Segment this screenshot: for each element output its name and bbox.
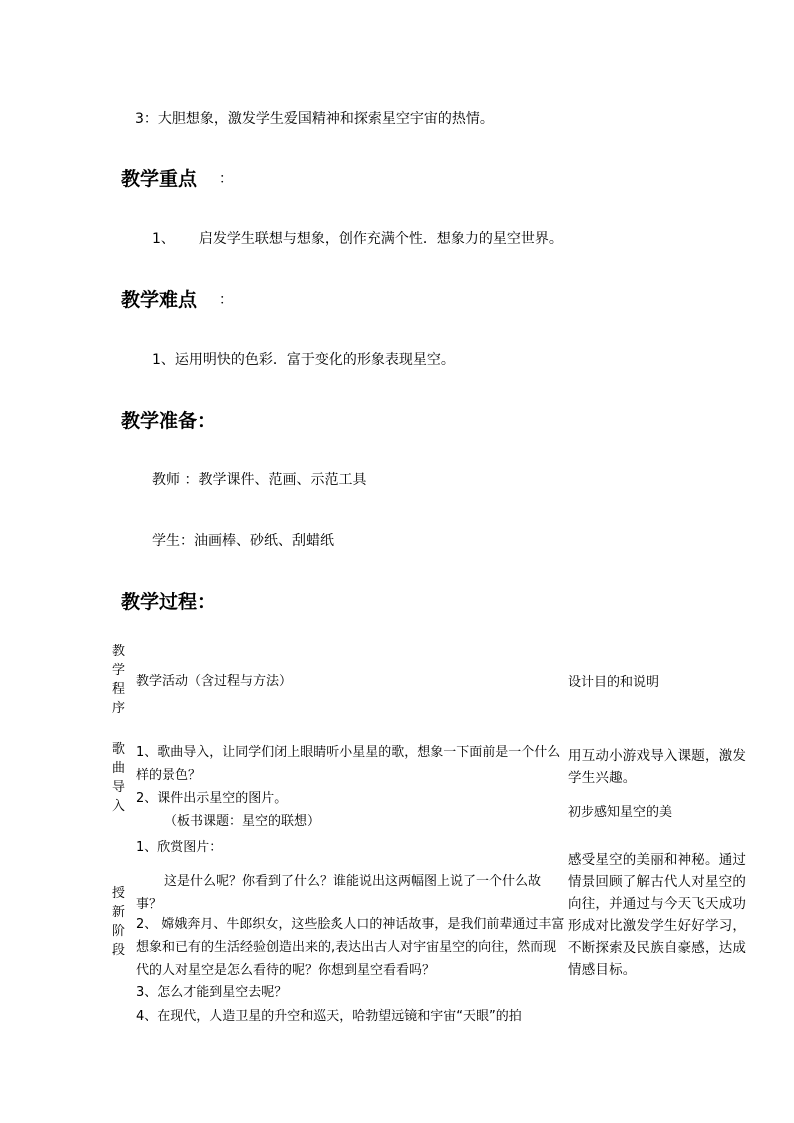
purpose-perceive: 初步感知星空的美 (568, 805, 673, 820)
activity-questions: 这是什么呢？你看到了什么？谁能说出这两幅图上说了一个什么故事？ (136, 874, 542, 912)
preparation-heading: 教学准备： (121, 410, 217, 432)
difficulty-item: 1、运用明快的色彩．富于变化的形象表现星空。 (152, 352, 455, 368)
stage-new-lesson: 授新阶段 (112, 886, 126, 958)
col1-header: 教学程序 (112, 644, 126, 716)
activity-appreciate: 1、欣赏图片： (136, 840, 223, 855)
teacher-materials: 教师 ：教学课件、范画、示范工具 (152, 472, 367, 488)
difficulties-colon: ： (219, 292, 234, 308)
purpose-emotion: 感受星空的美丽和神秘。通过情景回顾了解古代人对星空的向往，并通过与今天飞天成功形成对比激发学生好好学习，不断探索及民族自豪感，达成情感目标。 (568, 852, 747, 978)
key-point-text: 启发学生联想与想象，创作充满个性．想象力的星空世界。 (198, 231, 563, 247)
activity-modern-space: 4、在现代，人造卫星的升空和巡天，哈勃望远镜和宇宙“天眼”的拍 (136, 1009, 522, 1024)
key-points-colon: ： (219, 171, 234, 187)
student-materials: 学生：油画棒、砂纸、刮蜡纸 (152, 533, 334, 549)
activity-how-to-space: 3、怎么才能到星空去呢？ (136, 985, 288, 1000)
difficulties-heading (121, 288, 233, 312)
activity-song-intro: 1、歌曲导入，让同学们闭上眼睛听小星星的歌，想象一下面前是一个什么样的景色？ (136, 745, 561, 783)
objective-3: 3：大胆想象，激发学生爱国精神和探索星空宇宙的热情。 (135, 111, 494, 127)
stage-song-intro: 歌曲导入 (112, 742, 126, 814)
difficulties-title: 教学难点 (121, 289, 198, 311)
key-points-heading (121, 167, 233, 191)
key-point-item (152, 230, 563, 248)
col2-header: 教学活动（含过程与方法） (136, 674, 293, 689)
activity-myths: 2、 嫦娥奔月、牛郎织女，这些脍炙人口的神话故事，是我们前辈通过丰富想象和已有的生活经验创造出来的,表达出古人对宇宙星空的向往，然而现代的人对星空是怎么看待的呢？你想到星空看看吗？ (136, 917, 565, 978)
purpose-interest: 用互动小游戏导入课题，激发学生兴趣。 (568, 748, 747, 786)
key-point-number: 1、 (152, 231, 175, 247)
key-points-title: 教学重点 (121, 168, 198, 190)
col3-header: 设计目的和说明 (568, 675, 660, 690)
process-heading: 教学过程： (121, 591, 217, 613)
activity-show-pictures: 2、课件出示星空的图片。 (136, 791, 288, 806)
activity-board-title: （板书课题：星空的联想） (164, 814, 321, 829)
